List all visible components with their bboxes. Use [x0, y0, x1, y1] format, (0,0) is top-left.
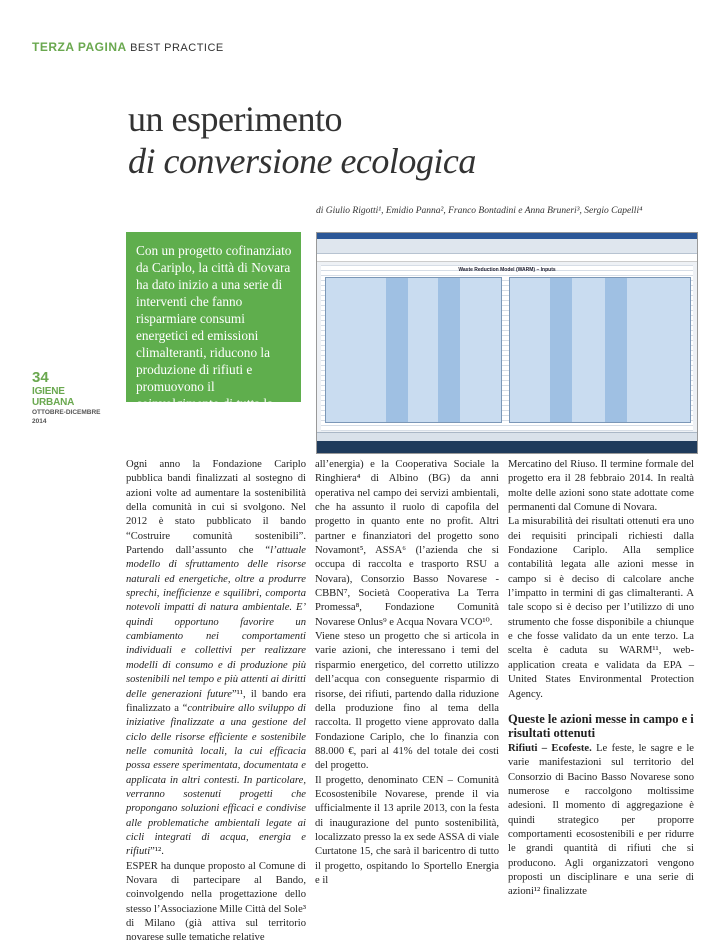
ss-taskbar: [317, 441, 697, 453]
text-column-1: [126, 458, 306, 946]
article-title-line1: un esperimento: [128, 99, 342, 139]
text-column-2: [315, 458, 499, 888]
section-header: [32, 40, 224, 54]
ss-sheet-title: Waste Reduction Model (WARM) – Inputs: [458, 267, 556, 273]
article-title-line2: di conversione ecologica: [128, 141, 476, 181]
section-sublabel: BEST PRACTICE: [130, 42, 224, 54]
run-in-heading: Rifiuti – Ecofeste.: [508, 742, 592, 754]
text-run: Le feste, le sagre e le varie manifestazioni sul territorio del Consorzio di Bacino Basso Novarese sono numerose e raccolgono moltissime adesioni. Il momento di aggregazione è quindi strategico per proporre comportamenti ecosostenibili e per ridurre le grandi quantità di rifiuti che si producono. Agli organizzatori vengono proposti un disciplinare e una serie di azioni¹² finalizzate: [508, 742, 694, 898]
subheading: Queste le azioni messe in campo e i risultati ottenuti: [508, 711, 694, 740]
paragraph: all’energia) e la Cooperativa Sociale la Ringhiera⁴ di Albino (BG) da anni operativa nel campo dei servizi ambientali, che ha assunto il ruolo di capofila del progetto in quanto ente no profit. Altri partner e finanziatori del progetto sono Novamont⁵, ASSA⁶ (l’azienda che si occupa di raccolta e trasporto RSU a Novara), Consorzio Basso Novarese - CBBN⁷, Società Cooperativa La Terra Promessa⁸, Fondazione Comunità Novarese Onlus⁹ e Acqua Novara VCO¹⁰.: [315, 459, 499, 628]
text-run: Ogni anno la Fondazione Cariplo pubblica bandi finalizzati al sostegno di azioni volte ad aumentare la sostenibilità della comunità in cui si svolgono. Nel 2012 è stato pubblicato il bando “Costruire comunità sostenibili”. Partendo dall’assunto che “: [126, 459, 306, 557]
ss-formula-bar: [317, 254, 697, 262]
paragraph: [508, 742, 694, 900]
text-run: ”¹¹, il bando era finalizzato a “: [126, 688, 306, 714]
ss-column: [550, 278, 572, 422]
lead-text: Con un progetto cofinanziato da Cariplo, la città di Novara ha dato inizio a una serie di interventi che fanno risparmiare consumi energetici ed emissioni climalteranti, riducono la produzione di rifiuti e promuovono il coinvolgimento di tutta la cittadinanza.: [136, 243, 292, 428]
page-marker: [32, 370, 102, 426]
paragraph: La misurabilità dei risultati ottenuti era uno dei requisiti principali richiesti dalla Fondazione Cariplo. Alla semplice contabilità legata alle azioni messe in campo si è deciso di calcolare anche l’impatto in termini di gas climalteranti. A tale scopo si è deciso per l’utilizzo di uno strumento che fosse disponibile a chiunque e che fosse validato da un ente terzo. La scelta è caduta su WARM¹¹, web-application creata e validata da EPA – United States Environmental Protection Agency.: [508, 516, 694, 700]
article-authors: di Giulio Rigotti¹, Emidio Panna², Franco Bontadini e Anna Bruneri³, Sergio Capelli⁴: [316, 206, 643, 216]
paragraph: Mercatino del Riuso. Il termine formale del progetto era il 28 febbraio 2014. In realtà molte delle azioni sono state adottate come permanenti dal Comune di Novara.: [508, 459, 694, 514]
ss-column: [438, 278, 460, 422]
text-run: ”¹².: [150, 846, 164, 858]
warm-spreadsheet-image: [316, 232, 698, 454]
quote-run: contribuire allo sviluppo di iniziative finalizzate a una gestione del ciclo delle risorse efficiente e sostenibile nelle comunità locali, la cui efficacia possa essere sperimentata, documentata e applicata in altri contesti. In particolare, verranno sostenuti progetti che propongano soluzioni efficaci e condivise alle problematiche ambientali legate ai cicli integrati di acqua, energia e rifiuti: [126, 702, 307, 858]
page-number: 34: [32, 369, 49, 386]
magazine-name: IGIENE URBANA: [32, 386, 75, 408]
ss-input-panel-right: [509, 277, 691, 423]
paragraph: Viene steso un progetto che si articola in varie azioni, che interessano i temi del risparmio energetico, del corretto utilizzo dell’acqua con conseguente risparmio di risorse, dei rifiuti, partendo dalla riduzione della produzione fino al tema della raccolta. Il progetto viene approvato dalla Fondazione Cariplo, che lo finanzia con 88.000 €, pari al 41% del totale dei costi del progetto.: [315, 631, 499, 772]
quote-run: l’attuale modello di sfruttamento delle risorse naturali ed energetiche, oltre a produrre sprechi, inefficienze e squilibri, comporta notevoli impatti di natura ambientale. E’ quindi opportuno favorire un cambiamento nei comportamenti individuali e collettivi per realizzare modelli di consumo e di produzione più sostenibili nel tempo e più attenti ai diritti delle generazioni future: [126, 545, 306, 700]
section-label: TERZA PAGINA: [32, 40, 127, 54]
ss-column: [386, 278, 408, 422]
paragraph: Il progetto, denominato CEN – Comunità Ecosostenibile Novarese, prende il via ufficialmente il 13 aprile 2013, con la festa di inaugurazione del punto sostenibilità, localizzato presso la ex sede ASSA di viale Curtatone 15, che sarà il baricentro di tutto il progetto, ospitando lo Sportello Energia e il: [315, 774, 499, 886]
text-column-3: [508, 458, 694, 900]
ss-ribbon: [317, 239, 697, 254]
paragraph: ESPER ha dunque proposto al Comune di Novara di partecipare al Bando, coinvolgendo nella progettazione dello stesso l’Associazione Mille Città del Sole³ di Milano (già attiva sul territorio novarese sulle tematiche relative: [126, 860, 307, 944]
ss-sheet-tabs: [317, 432, 697, 441]
lead-box: [126, 232, 301, 428]
ss-column: [605, 278, 627, 422]
issue-date: OTTOBRE-DICEMBRE 2014: [32, 409, 101, 425]
ss-input-panel-left: [325, 277, 502, 423]
paragraph: [126, 458, 306, 860]
